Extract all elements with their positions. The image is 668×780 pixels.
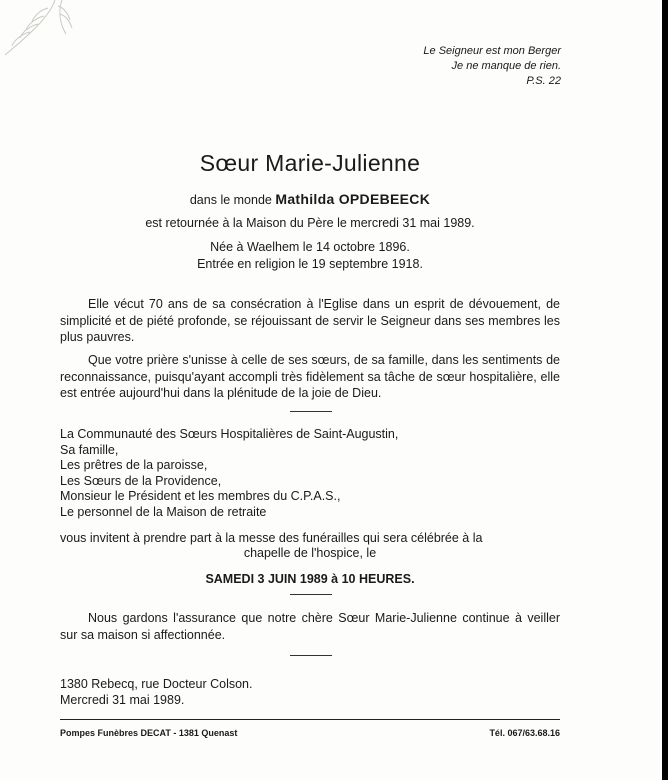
world-name: Mathilda OPDEBEECK	[275, 191, 431, 207]
divider	[290, 411, 332, 412]
psalm-line-1: Le Seigneur est mon Berger	[423, 45, 561, 57]
world-name-prefix: dans le monde	[189, 193, 272, 207]
wheat-ornament-icon	[0, 0, 80, 60]
psalm-line-2: Je ne manque de rien.	[451, 60, 561, 72]
paragraph-assurance: Nous gardons l'assurance que notre chère Sœur Marie-Julienne continue à veiller sur sa maison si affectionnée.	[60, 611, 560, 642]
address-line: 1380 Rebecq, rue Docteur Colson.	[60, 677, 253, 691]
birth-line: Née à Waelhem le 14 octobre 1896.	[210, 240, 410, 254]
divider	[290, 594, 332, 595]
funeral-home: Pompes Funèbres DECAT - 1381 Quenast	[60, 728, 238, 738]
death-line: est retournée à la Maison du Père le mercredi 31 mai 1989.	[145, 216, 475, 230]
signatory: Le personnel de la Maison de retraite	[60, 504, 267, 519]
address-block	[60, 676, 252, 708]
signatory: Les prêtres de la paroisse,	[60, 458, 208, 472]
service-date: SAMEDI 3 JUIN 1989 à 10 HEURES.	[205, 572, 415, 586]
psalm-reference: P.S. 22	[526, 75, 561, 87]
signatory: La Communauté des Sœurs Hospitalières de Saint-Augustin,	[60, 427, 399, 441]
invitation-line-2: chapelle de l'hospice, le	[243, 546, 377, 560]
invitation-line-1: vous invitent à prendre part à la messe des funérailles qui sera célébrée à la	[60, 531, 483, 545]
address-date: Mercredi 31 mai 1989.	[60, 693, 185, 707]
psalm-quote	[423, 44, 561, 89]
world-name-line	[0, 191, 620, 207]
scan-edge	[662, 0, 668, 780]
signatory: Les Sœurs de la Providence,	[60, 473, 222, 488]
signatories-list	[60, 427, 398, 520]
signatory: Sa famille,	[60, 442, 119, 457]
footer	[60, 728, 560, 738]
paragraph-prayer: Que votre prière s'unisse à celle de ses sœurs, de sa famille, dans les sentiments de reconnaissance, puisqu'ayant accompli très fidèlement sa tâche de sœur hospitalière, elle est entrée aujourd'hui dans la plénitude de la joie de Dieu.	[60, 353, 560, 400]
paragraph-dedication: Elle vécut 70 ans de sa consécration à l'Eglise dans un esprit de dévouement, de simplicité et de piété profonde, se réjouissant de servir le Seigneur dans ses membres les plus pauvres.	[60, 297, 560, 344]
divider	[290, 655, 332, 656]
deceased-name: Sœur Marie-Julienne	[199, 150, 421, 176]
funeral-home-phone: Tél. 067/63.68.16	[489, 728, 560, 738]
signatory: Monsieur le Président et les membres du C.P.A.S.,	[60, 489, 341, 503]
religion-line: Entrée en religion le 19 septembre 1918.	[197, 257, 423, 271]
footer-divider	[60, 719, 560, 720]
